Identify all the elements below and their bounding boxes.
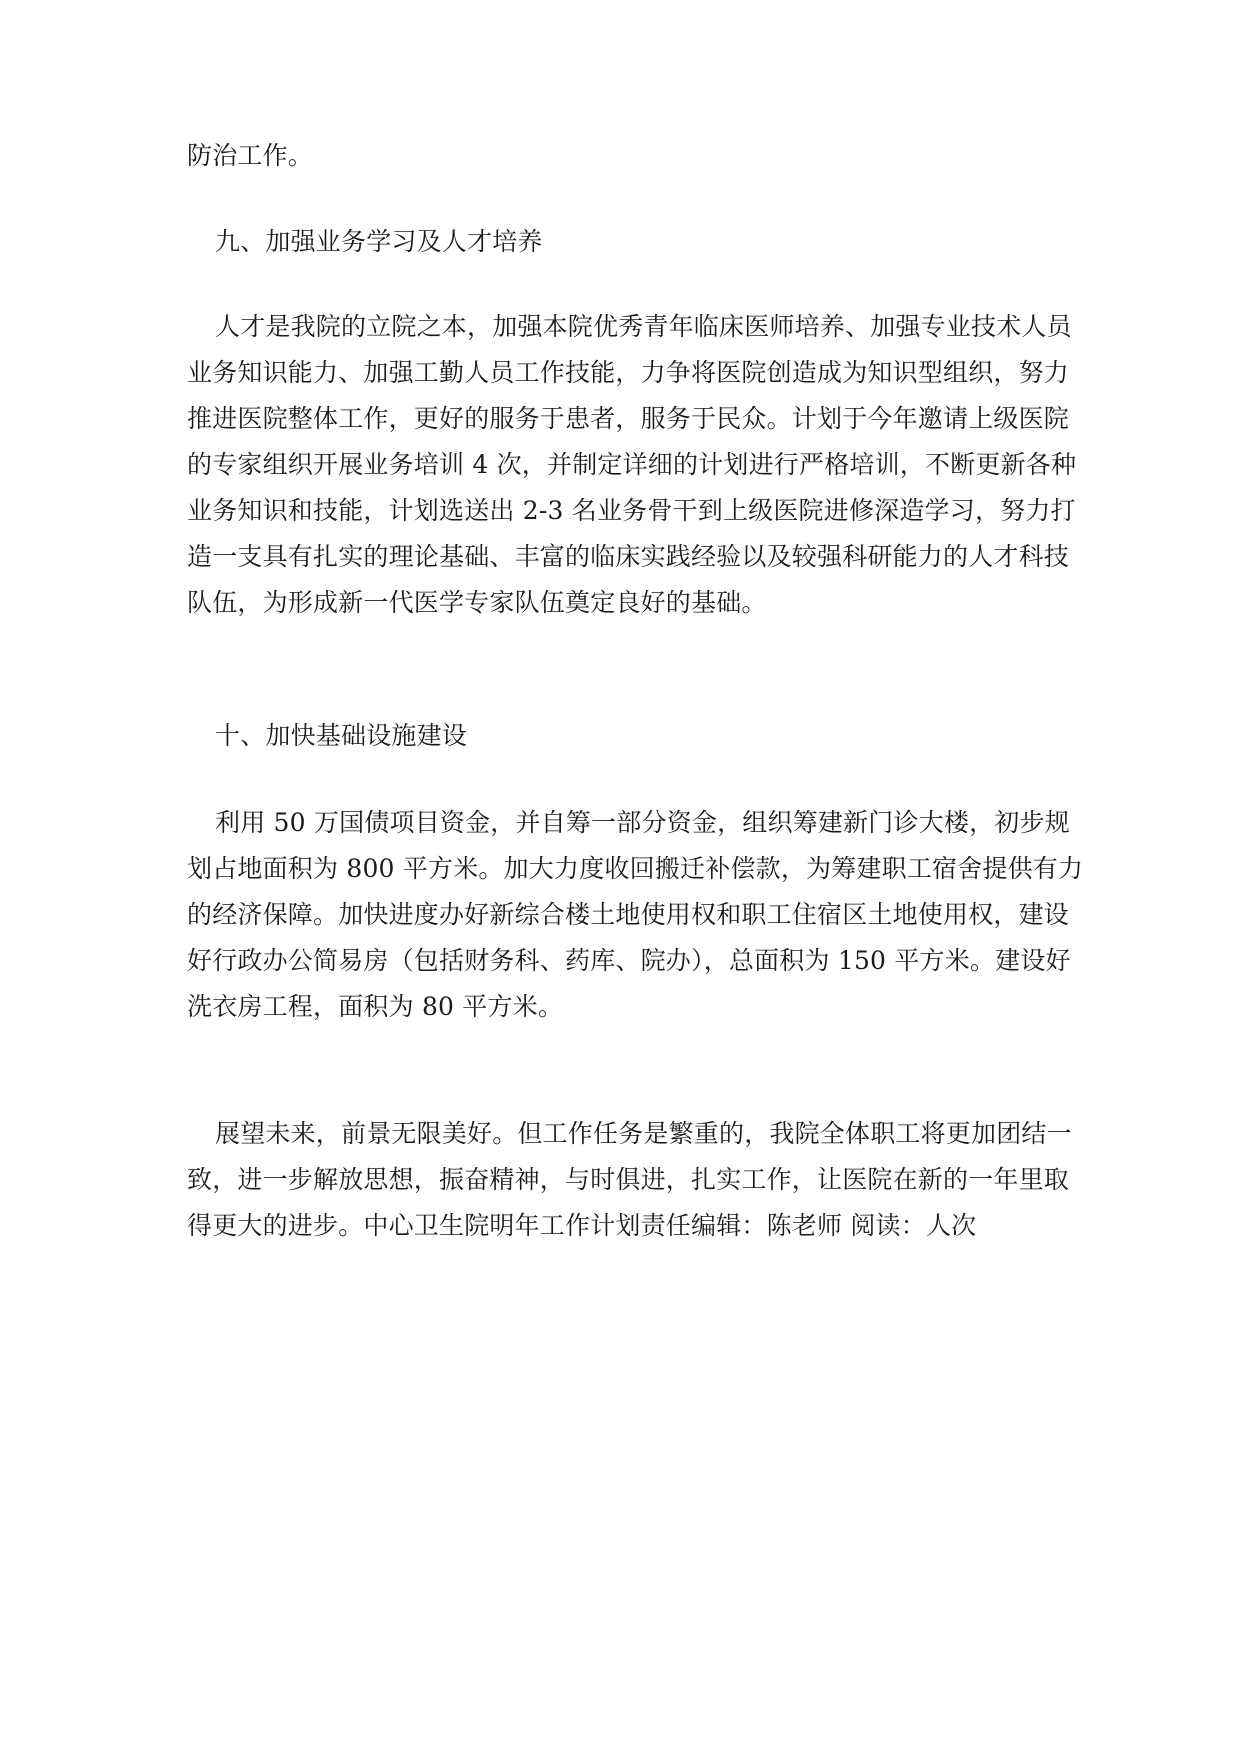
paragraph-line: 造一支具有扎实的理论基础、丰富的临床实践经验以及较强科研能力的人才科技 (187, 542, 1070, 571)
paragraph-line: 致，进一步解放思想，振奋精神，与时俱进，扎实工作，让医院在新的一年里取 (187, 1165, 1070, 1194)
paragraph-line: 的经济保障。加快进度办好新综合楼土地使用权和职工住宿区土地使用权，建设 (187, 900, 1070, 929)
closing-paragraph (187, 1111, 1072, 1249)
paragraph-line: 利用 50 万国债项目资金，并自筹一部分资金，组织筹建新门诊大楼，初步规 (215, 808, 1070, 837)
paragraph-line: 的专家组织开展业务培训 4 次，并制定详细的计划进行严格培训，不断更新各种 (187, 450, 1077, 479)
paragraph-line: 队伍，为形成新一代医学专家队伍奠定良好的基础。 (187, 588, 767, 617)
paragraph-line: 人才是我院的立院之本，加强本院优秀青年临床医师培养、加强专业技术人员 (215, 312, 1072, 341)
section-10-heading (187, 713, 1055, 759)
paragraph-line: 划占地面积为 800 平方米。加大力度收回搬迁补偿款，为筹建职工宿舍提供有力 (187, 854, 1084, 883)
paragraph-line: 得更大的进步。中心卫生院明年工作计划责任编辑：陈老师 阅读：人次 (187, 1211, 977, 1240)
paragraph-line: 推进医院整体工作，更好的服务于患者，服务于民众。计划于今年邀请上级医院 (187, 404, 1070, 433)
continuation-text (187, 133, 1055, 179)
paragraph-line: 洗衣房工程，面积为 80 平方米。 (187, 992, 564, 1021)
section-9-heading (187, 219, 1055, 265)
paragraph-line: 业务知识能力、加强工勤人员工作技能，力争将医院创造成为知识型组织，努力 (187, 358, 1070, 387)
continuation-line: 防治工作。 (187, 141, 314, 170)
section-9-paragraph (187, 304, 1077, 626)
section-heading-text: 十、加快基础设施建设 (215, 721, 468, 750)
paragraph-line: 业务知识和技能，计划选送出 2-3 名业务骨干到上级医院进修深造学习，努力打 (187, 496, 1076, 525)
section-heading-text: 九、加强业务学习及人才培养 (215, 227, 543, 256)
paragraph-line: 好行政办公简易房（包括财务科、药库、院办），总面积为 150 平方米。建设好 (187, 946, 1071, 975)
paragraph-line: 展望未来，前景无限美好。但工作任务是繁重的，我院全体职工将更加团结一 (215, 1119, 1072, 1148)
section-10-paragraph (187, 800, 1084, 1030)
